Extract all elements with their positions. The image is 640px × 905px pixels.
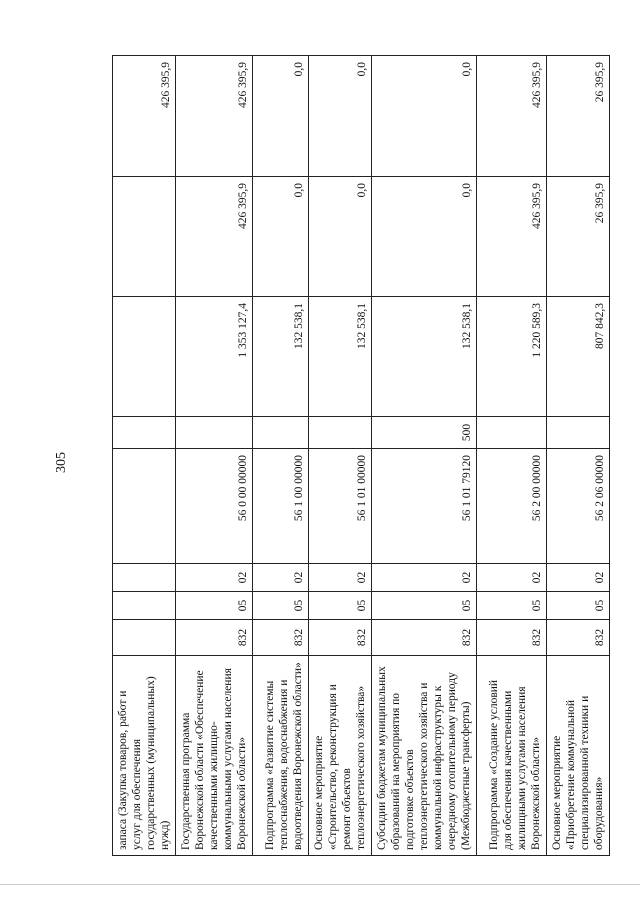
- pr-cell: 02: [547, 564, 610, 592]
- csr-cell: 56 1 00 00000: [253, 449, 309, 564]
- vr-cell: [309, 417, 372, 449]
- grbs-cell: 832: [372, 620, 477, 656]
- sum1-cell: 132 538,1: [372, 297, 477, 417]
- pr-cell: 02: [176, 564, 253, 592]
- sum2-cell: 0,0: [372, 177, 477, 297]
- sum3-cell: 0,0: [253, 56, 309, 177]
- rotated-page-content: [112, 56, 606, 856]
- csr-cell: 56 2 06 00000: [547, 449, 610, 564]
- grbs-cell: 832: [477, 620, 547, 656]
- table-body: [113, 56, 610, 856]
- table-row: [309, 56, 372, 856]
- table-row: [547, 56, 610, 856]
- page-number: 305: [54, 452, 69, 473]
- csr-cell: 56 0 00 00000: [176, 449, 253, 564]
- table-row: [113, 56, 176, 856]
- sum3-cell: 0,0: [372, 56, 477, 177]
- csr-cell: [113, 449, 176, 564]
- rz-cell: 05: [372, 592, 477, 620]
- rz-cell: 05: [477, 592, 547, 620]
- table-row: [253, 56, 309, 856]
- grbs-cell: [113, 620, 176, 656]
- grbs-cell: 832: [309, 620, 372, 656]
- vr-cell: [477, 417, 547, 449]
- vr-cell: [253, 417, 309, 449]
- vr-cell: [113, 417, 176, 449]
- pr-cell: 02: [309, 564, 372, 592]
- pr-cell: 02: [253, 564, 309, 592]
- page-bottom-edge: [0, 884, 640, 885]
- sum1-cell: 132 538,1: [253, 297, 309, 417]
- sum3-cell: 426 395,9: [176, 56, 253, 177]
- row-name: Основное мероприятие «Приобретение коммунальной специализированной техники и оборудования»: [547, 656, 610, 856]
- sum2-cell: 426 395,9: [477, 177, 547, 297]
- sum3-cell: 26 395,9: [547, 56, 610, 177]
- vr-cell: [547, 417, 610, 449]
- sum2-cell: 26 395,9: [547, 177, 610, 297]
- rz-cell: 05: [176, 592, 253, 620]
- grbs-cell: 832: [176, 620, 253, 656]
- row-name: Государственная программа Воронежской области «Обеспечение качественными жилищно-коммунальными услугами населения Воронежской области»: [176, 656, 253, 856]
- csr-cell: 56 2 00 00000: [477, 449, 547, 564]
- sum2-cell: [113, 177, 176, 297]
- row-name: запаса (Закупка товаров, работ и услуг для обеспечения государственных (муниципальных) нужд): [113, 656, 176, 856]
- budget-table-area: [112, 56, 606, 856]
- pr-cell: 02: [477, 564, 547, 592]
- sum1-cell: 807 842,3: [547, 297, 610, 417]
- sum1-cell: 1 353 127,4: [176, 297, 253, 417]
- row-name: Подпрограмма «Развитие системы теплоснабжения, водоснабжения и водоотведения Воронежской области»: [253, 656, 309, 856]
- row-name: Подпрограмма «Создание условий для обеспечения качественными жилищными услугами населения Воронежской области»: [477, 656, 547, 856]
- sum3-cell: 0,0: [309, 56, 372, 177]
- csr-cell: 56 1 01 00000: [309, 449, 372, 564]
- table-row: [477, 56, 547, 856]
- sum1-cell: [113, 297, 176, 417]
- csr-cell: 56 1 01 79120: [372, 449, 477, 564]
- vr-cell: 500: [372, 417, 477, 449]
- sum1-cell: 1 220 589,3: [477, 297, 547, 417]
- sum3-cell: 426 395,9: [113, 56, 176, 177]
- table-row: [176, 56, 253, 856]
- sum2-cell: 0,0: [253, 177, 309, 297]
- grbs-cell: 832: [547, 620, 610, 656]
- sum2-cell: 426 395,9: [176, 177, 253, 297]
- row-name: Основное мероприятие «Строительство, реконструкция и ремонт объектов теплоэнергетического хозяйства»: [309, 656, 372, 856]
- vr-cell: [176, 417, 253, 449]
- rz-cell: [113, 592, 176, 620]
- rz-cell: 05: [309, 592, 372, 620]
- row-name: Субсидии бюджетам муниципальных образований на мероприятия по подготовке объектов теплоэнергетического хозяйства и коммунальной инфраструктуры к очередному отопительному периоду (Межбюджетные трансферты): [372, 656, 477, 856]
- rz-cell: 05: [547, 592, 610, 620]
- sum2-cell: 0,0: [309, 177, 372, 297]
- sum3-cell: 426 395,9: [477, 56, 547, 177]
- budget-table: [112, 55, 610, 856]
- rz-cell: 05: [253, 592, 309, 620]
- sum1-cell: 132 538,1: [309, 297, 372, 417]
- grbs-cell: 832: [253, 620, 309, 656]
- table-row: [372, 56, 477, 856]
- pr-cell: [113, 564, 176, 592]
- pr-cell: 02: [372, 564, 477, 592]
